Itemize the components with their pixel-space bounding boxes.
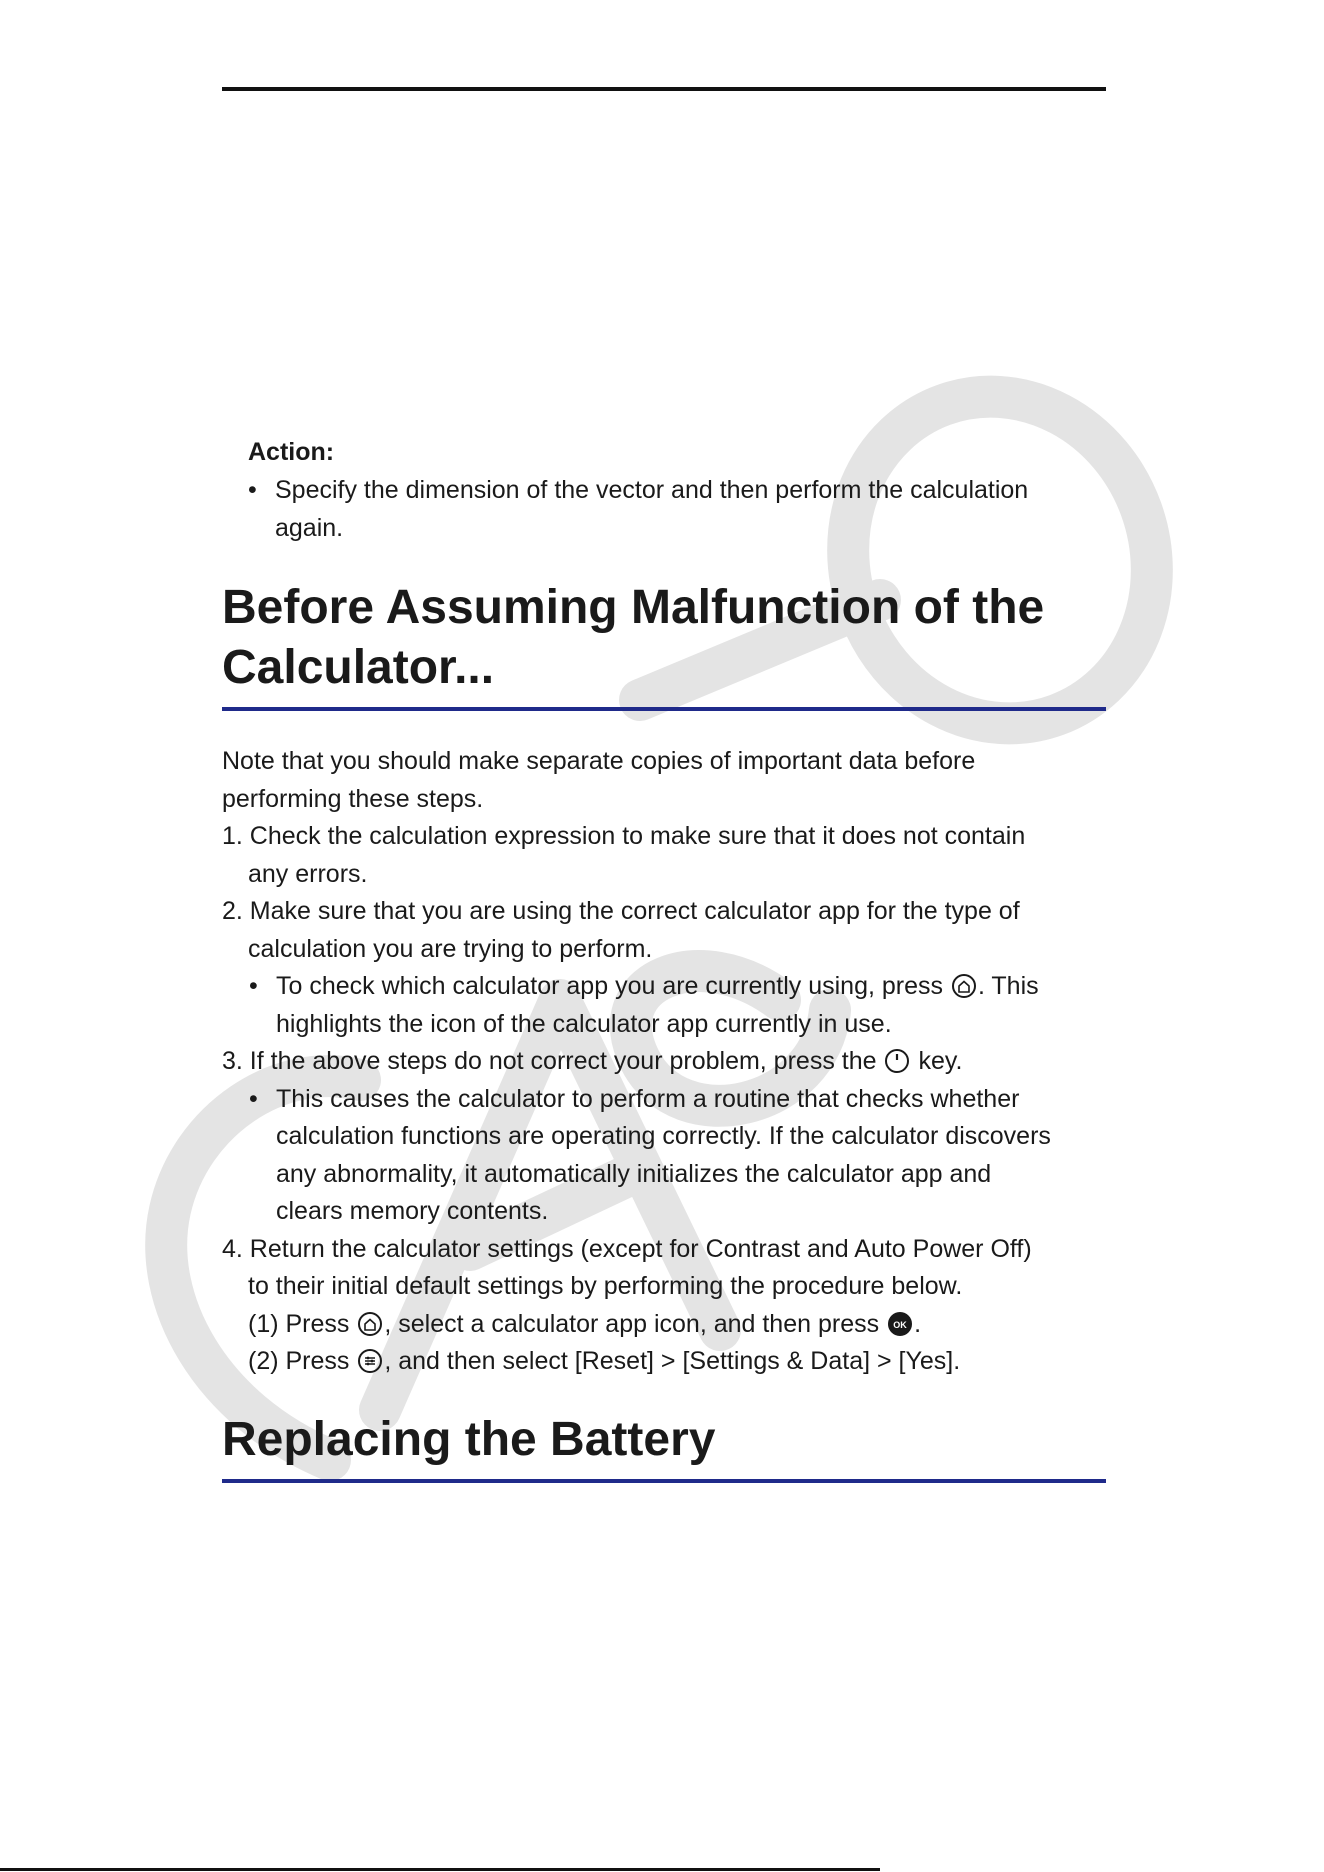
action-text-line2: again.	[275, 513, 344, 542]
step1-line2: any errors.	[248, 859, 368, 888]
power-key-icon	[885, 1049, 909, 1073]
home-key-icon	[952, 974, 976, 998]
intro-line1: Note that you should make separate copies of important data before	[222, 747, 976, 775]
step3-line1: 3. If the above steps do not correct your problem, press the key.	[222, 1047, 963, 1075]
section-rule-malfunction	[222, 707, 1106, 711]
step4-line2: to their initial default settings by performing the procedure below.	[248, 1272, 963, 1300]
step2-bullet-line1: • To check which calculator app you are currently using, press . This	[249, 972, 1039, 1000]
step2-bullet-line2: highlights the icon of the calculator app currently in use.	[276, 1009, 892, 1038]
action-text-line1: Specify the dimension of the vector and then perform the calculation	[275, 476, 1029, 504]
step3-bullet-line2: calculation functions are operating correctly. If the calculator discovers	[276, 1122, 1051, 1150]
step3-bullet-line3: any abnormality, it automatically initializes the calculator app and	[276, 1159, 992, 1188]
step2-line2: calculation you are trying to perform.	[248, 934, 653, 963]
home-key-icon	[358, 1312, 382, 1336]
section-heading-battery: Replacing the Battery	[222, 1413, 716, 1466]
section-heading-malfunction: Before Assuming Malfunction of the Calculator...	[222, 581, 1045, 694]
settings-menu-key-icon	[358, 1349, 382, 1373]
top-rule	[222, 87, 1106, 91]
step4-sub1: (1) Press , select a calculator app icon, and then press OK .	[248, 1309, 922, 1338]
svg-text:OK: OK	[893, 1319, 907, 1330]
malfunction-body	[222, 743, 1122, 1381]
step3-bullet-line1: • This causes the calculator to perform a routine that checks whether	[249, 1084, 1020, 1113]
step4-line1: 4. Return the calculator settings (except for Contrast and Auto Power Off)	[222, 1234, 1032, 1263]
section-rule-battery	[222, 1479, 1106, 1483]
bottom-rule	[0, 1868, 880, 1871]
step4-sub2: (2) Press , and then select [Reset] > [Settings & Data] > [Yes].	[248, 1347, 961, 1375]
step3-bullet-line4: clears memory contents.	[276, 1197, 549, 1225]
step2-line1: 2. Make sure that you are using the correct calculator app for the type of	[222, 897, 1020, 925]
step1-line1: 1. Check the calculation expression to make sure that it does not contain	[222, 822, 1026, 850]
ok-key-icon	[888, 1312, 912, 1336]
action-title: Action:	[248, 438, 335, 466]
intro-line2: performing these steps.	[222, 784, 484, 813]
action-bullet: • Specify the dimension of the vector and then perform the calculation again.	[248, 472, 1028, 547]
